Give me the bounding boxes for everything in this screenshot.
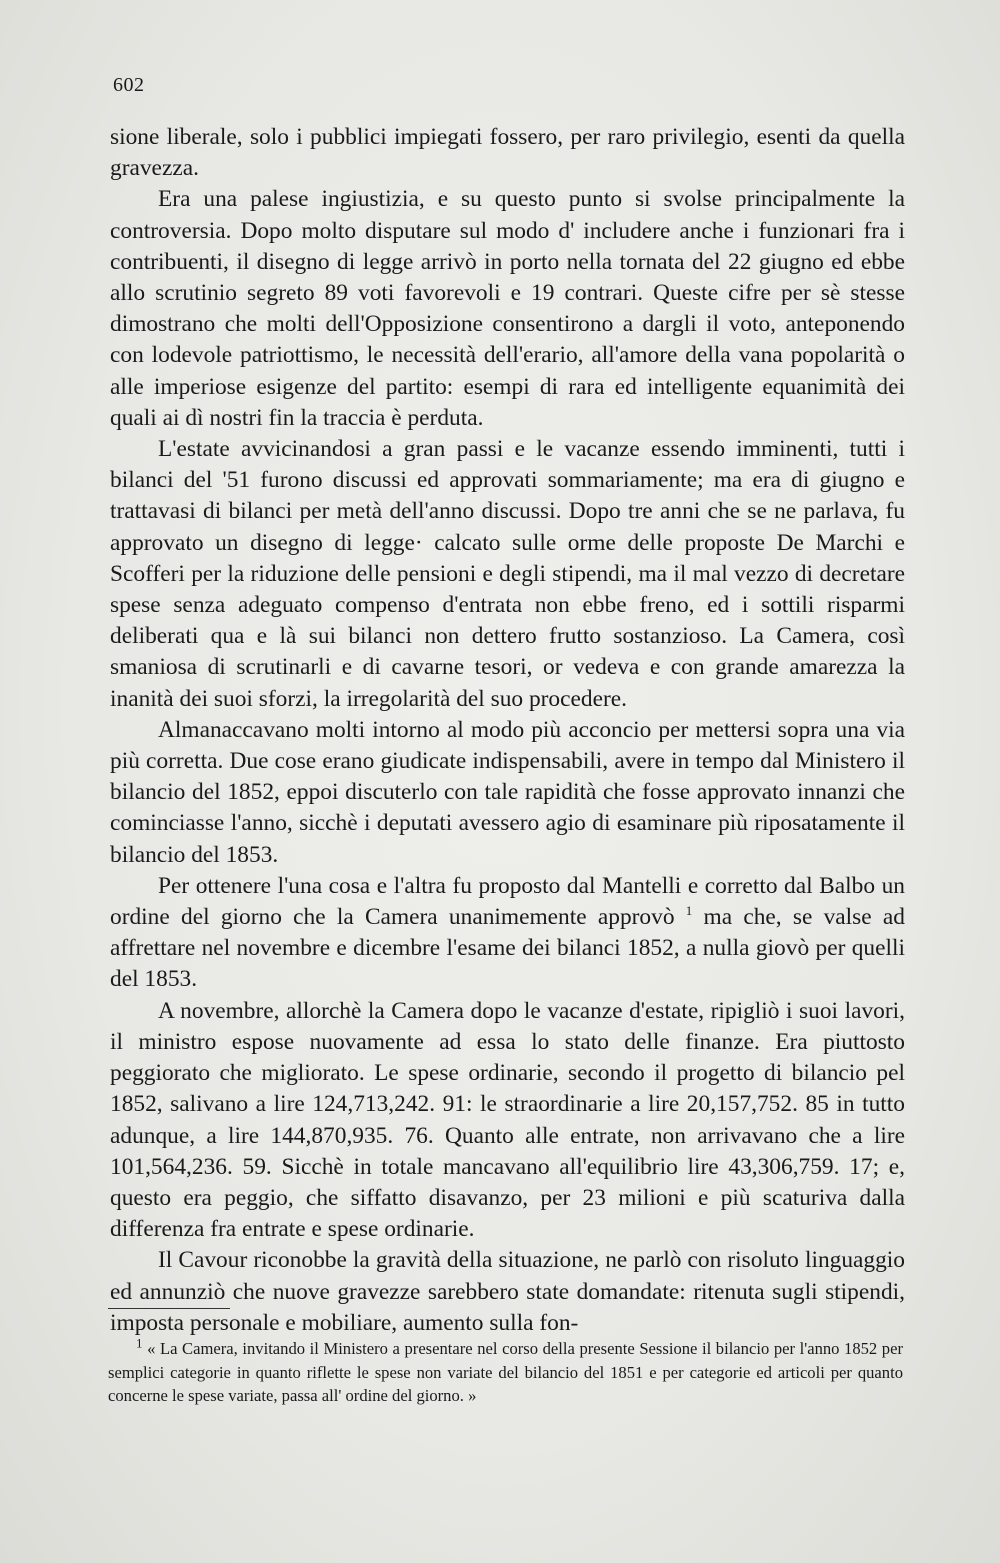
footnote-marker: 1 — [136, 1335, 143, 1351]
paragraph: Almanaccavano molti intorno al modo più acconcio per mettersi sopra una via più corretta. Due cose erano giudicate indispensabili, avere in tempo dal Ministero il bilancio del 1852, eppoi discuterlo con tale rapidità che fosse approvato innanzi che cominciasse l'anno, sicchè i deputati avessero agio di esaminare più riposatamente il bilancio del 1853. — [110, 716, 905, 868]
paragraph-with-footnote-ref — [110, 871, 905, 996]
footnote-divider — [108, 1308, 230, 1309]
body-text — [110, 122, 905, 1339]
paragraph-continuation: sione liberale, solo i pubblici impiegati fossero, per raro privilegio, esenti da quella gravezza. — [110, 124, 905, 182]
footnote-reference: 1 — [685, 903, 693, 919]
paragraph-text-continued: ma che, se valse ad affrettare nel novembre e dicembre l'esame dei bilanci 1852, a nulla giovò per quelli del 1853. — [110, 904, 905, 993]
paragraph: Era una palese ingiustizia, e su questo punto si svolse principalmente la controversia. Dopo molto disputare sul modo d' includere anche i funzionari fra i contribuenti, il disegno di legge arrivò in porto nella tornata del 22 giugno ed ebbe allo scrutinio segreto 89 voti favorevoli e 19 contrari. Queste cifre per sè stesse dimostrano che molti dell'Opposizione consentirono a dargli il voto, anteponendo con lodevole patriottismo, le necessità dell'erario, all'amore della vana popolarità o alle imperiose esigenze del partito: esempi di rara ed intelligente equanimità dei quali ai dì nostri fin la traccia è perduta. — [110, 186, 905, 431]
footnote-text: « La Camera, invitando il Ministero a presentare nel corso della presente Sessione il bilancio per l'anno 1852 per semplici categorie in quanto riflette le spese non variate del bilancio del 1851 e per categorie ed articoli per quanto concerne le spese variate, passa all' ordine del giorno. » — [108, 1339, 903, 1405]
footnote-paragraph — [108, 1337, 903, 1408]
paragraph: A novembre, allorchè la Camera dopo le vacanze d'estate, ripigliò i suoi lavori, il ministro espose nuovamente ad essa lo stato delle finanze. Era piuttosto peggiorato che migliorato. Le spese ordinarie, secondo il progetto di bilancio pel 1852, salivano a lire 124,713,242. 91: le straordinarie a lire 20,157,752. 85 in tutto adunque, a lire 144,870,935. 76. Quanto alle entrate, non arrivavano che a lire 101,564,236. 59. Sicchè in totale mancavano all'equilibrio lire 43,306,759. 17; e, questo era peggio, che siffatto disavanzo, per 23 milioni e più scaturiva dalla differenza fra entrate e spese ordinarie. — [110, 997, 905, 1243]
footnote — [108, 1337, 903, 1408]
paragraph: L'estate avvicinandosi a gran passi e le vacanze essendo imminenti, tutti i bilanci del '51 furono discussi ed approvati sommariamente; ma era di giugno e trattavasi di bilanci per metà dell'anno discussi. Dopo tre anni che se ne parlava, fu approvato un disegno di legge· calcato sulle orme delle proposte De Marchi e Scofferi per la riduzione delle pensioni e degli stipendi, ma il mal vezzo di decretare spese senza adeguato compenso d'entrata non ebbe freno, ed i sottili risparmi deliberati qua e là sui bilanci non dettero frutto sostanzioso. La Camera, così smaniosa di scrutinarli e di cavarne tesori, or vedeva e con grande amarezza la inanità dei suoi sforzi, la irregolarità del suo procedere. — [110, 436, 905, 712]
paragraph: Il Cavour riconobbe la gravità della situazione, ne parlò con risoluto linguaggio ed annunziò che nuove gravezze sarebbero state domandate: ritenuta sugli stipendi, imposta personale e mobiliare, aumento sulla fon- — [110, 1247, 905, 1336]
page-number: 602 — [113, 74, 145, 96]
paragraph-text: Per ottenere l'una cosa e l'altra fu proposto dal Mantelli e corretto dal Balbo un ordine del giorno che la Camera unanimemente approvò — [110, 872, 905, 931]
